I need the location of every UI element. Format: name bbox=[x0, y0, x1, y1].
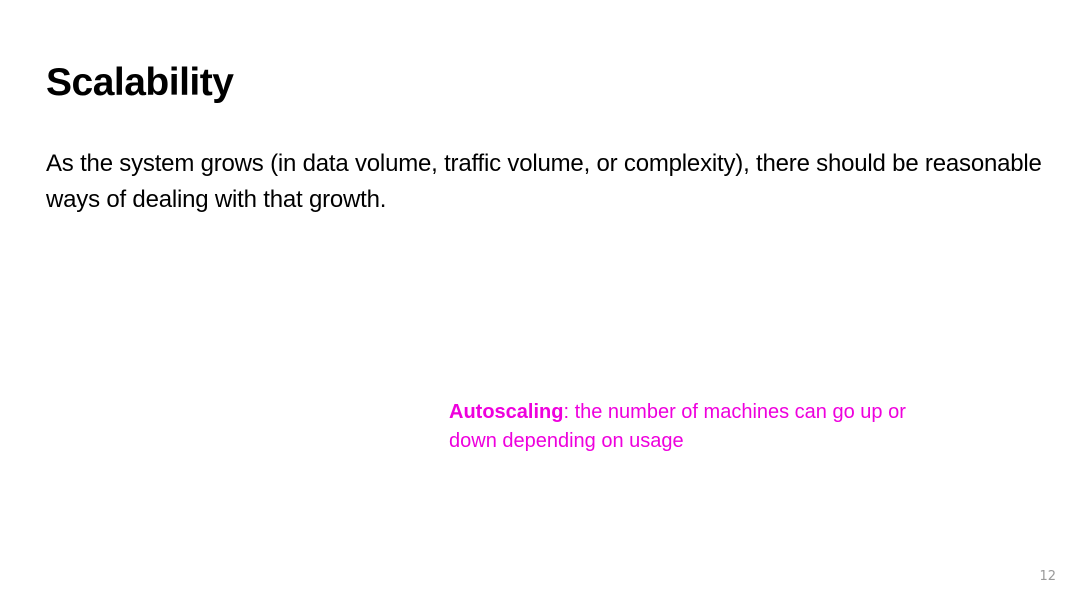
slide-title: Scalability bbox=[46, 61, 234, 104]
slide-body-text: As the system grows (in data volume, traffic volume, or complexity), there should be reasonable ways of dealing with that growth. bbox=[46, 150, 1042, 213]
callout-term: Autoscaling bbox=[449, 401, 564, 423]
callout-text: : the number of machines can go up or down depending on usage bbox=[449, 401, 906, 452]
page-number: 12 bbox=[1039, 569, 1056, 584]
autoscaling-callout bbox=[449, 398, 949, 456]
